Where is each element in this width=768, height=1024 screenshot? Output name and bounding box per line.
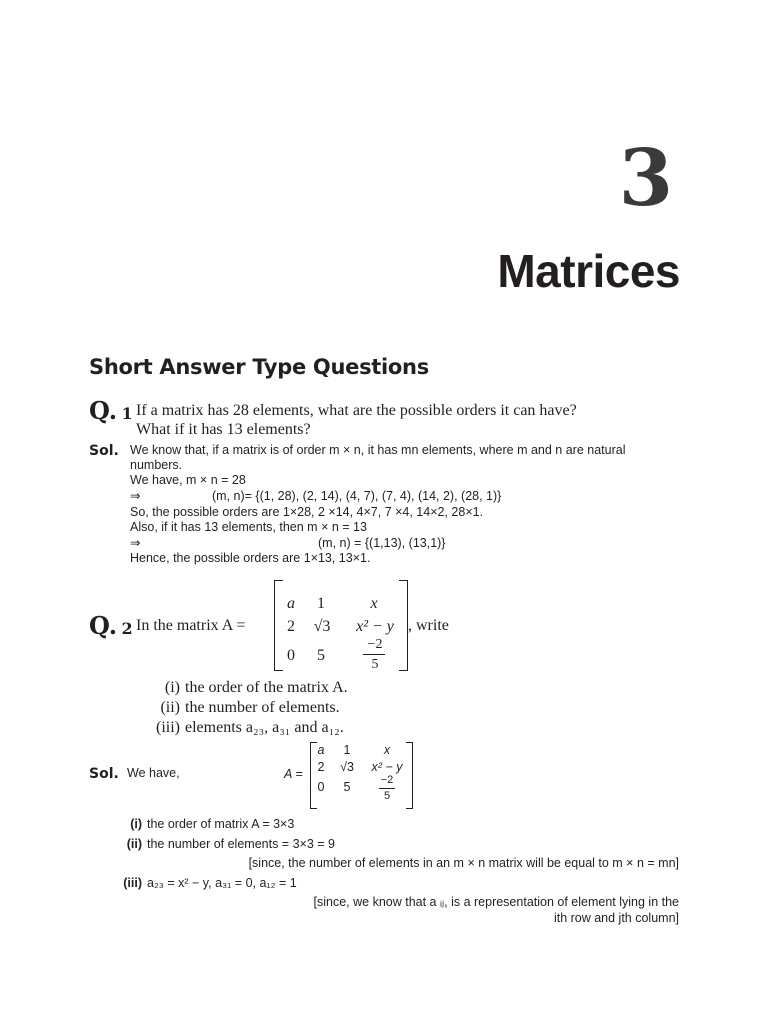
solution-1-label: Sol. [89, 443, 119, 459]
fraction-numerator: −2 [367, 637, 383, 652]
answer-number: (iii) [123, 876, 142, 890]
solution-1-line-7: (m, n) = {(1,13), (13,1)} [318, 536, 446, 550]
solution-2-we-have: We have, [127, 766, 180, 780]
matrix-cell: 5 [343, 780, 351, 794]
matrix-cell: 0 [317, 780, 325, 794]
matrix-cell: x [370, 595, 378, 612]
q-number: 1 [121, 404, 133, 423]
matrix-cell: a [317, 743, 325, 757]
solution-1-line-2: numbers. [130, 458, 183, 472]
matrix-cell: x² − y [356, 618, 394, 635]
matrix-cell: 2 [287, 618, 295, 635]
matrix-cell: √3 [340, 760, 354, 774]
part-text: the order of the matrix A. [185, 679, 348, 696]
question-2-after: , write [408, 617, 449, 634]
answer-ii-note: [since, the number of elements in an m × n matrix will be equal to m × n = mn] [248, 856, 679, 870]
section-title: Short Answer Type Questions [89, 355, 429, 379]
solution-2-matrix-lhs: A = [284, 767, 303, 781]
matrix-cell: 1 [343, 743, 351, 757]
solution-1-line-6: Also, if it has 13 elements, then m × n = 13 [130, 520, 367, 534]
solution-1-line-8: Hence, the possible orders are 1×13, 13×1. [130, 551, 371, 565]
matrix-cell: x² − y [371, 760, 403, 774]
question-1-line-2: What if it has 13 elements? [136, 421, 311, 438]
solution-1-line-3: We have, m × n = 28 [130, 473, 246, 487]
matrix-cell: x [383, 743, 391, 757]
right-bracket [406, 742, 413, 809]
matrix-cell: 2 [317, 760, 325, 774]
fraction-denominator: 5 [383, 790, 391, 802]
solution-1-line-1: We know that, if a matrix is of order m × n, it has mn elements, where m and n are natural [130, 443, 626, 457]
part-text: the number of elements. [185, 699, 340, 716]
matrix-cell: √3 [313, 618, 331, 635]
chapter-number: 3 [618, 133, 673, 224]
solution-2-label: Sol. [89, 766, 119, 782]
answer-number: (ii) [126, 837, 142, 851]
question-2-matrix [274, 580, 408, 672]
part-number: (i) [164, 679, 180, 696]
solution-1-line-4: (m, n)= {(1, 28), (2, 14), (4, 7), (7, 4), (14, 2), (28, 1)} [212, 489, 502, 503]
solution-1-line-5: So, the possible orders are 1×28, 2 ×14, 4×7, 7 ×4, 14×2, 28×1. [130, 505, 484, 519]
answer-i: the order of matrix A = 3×3 [147, 817, 295, 831]
solution-2-matrix [310, 742, 413, 810]
part-number: (iii) [156, 719, 180, 736]
implies-symbol: ⇒ [130, 489, 141, 503]
part-number: (ii) [160, 699, 180, 716]
matrix-cell: 5 [317, 647, 325, 664]
answer-iii-note-2: ith row and jth column] [553, 911, 679, 925]
question-1-line-1: If a matrix has 28 elements, what are the possible orders it can have? [136, 402, 577, 419]
implies-symbol: ⇒ [130, 536, 141, 550]
matrix-cell: 0 [287, 647, 295, 664]
answer-iii: a₂₃ = x² − y, a₃₁ = 0, a₁₂ = 1 [147, 876, 297, 890]
question-1-label [89, 396, 133, 425]
question-2-intro: In the matrix A = [136, 617, 246, 634]
question-2-label [89, 611, 133, 640]
matrix-cell: a [287, 595, 295, 612]
matrix-cell: 1 [317, 595, 325, 612]
q-mark: Q. [89, 611, 118, 640]
answer-ii: the number of elements = 3×3 = 9 [147, 837, 335, 851]
q-number: 2 [121, 619, 133, 638]
fraction-denominator: 5 [371, 657, 379, 672]
answer-iii-note-1: [since, we know that a ᵢⱼ, is a representation of element lying in the [313, 895, 679, 909]
part-text: elements a₂₃, a₃₁ and a₁₂. [185, 719, 344, 736]
q-mark: Q. [89, 396, 118, 425]
answer-number: (i) [130, 817, 142, 831]
fraction-numerator: −2 [380, 774, 394, 786]
chapter-title: Matrices [497, 245, 680, 297]
